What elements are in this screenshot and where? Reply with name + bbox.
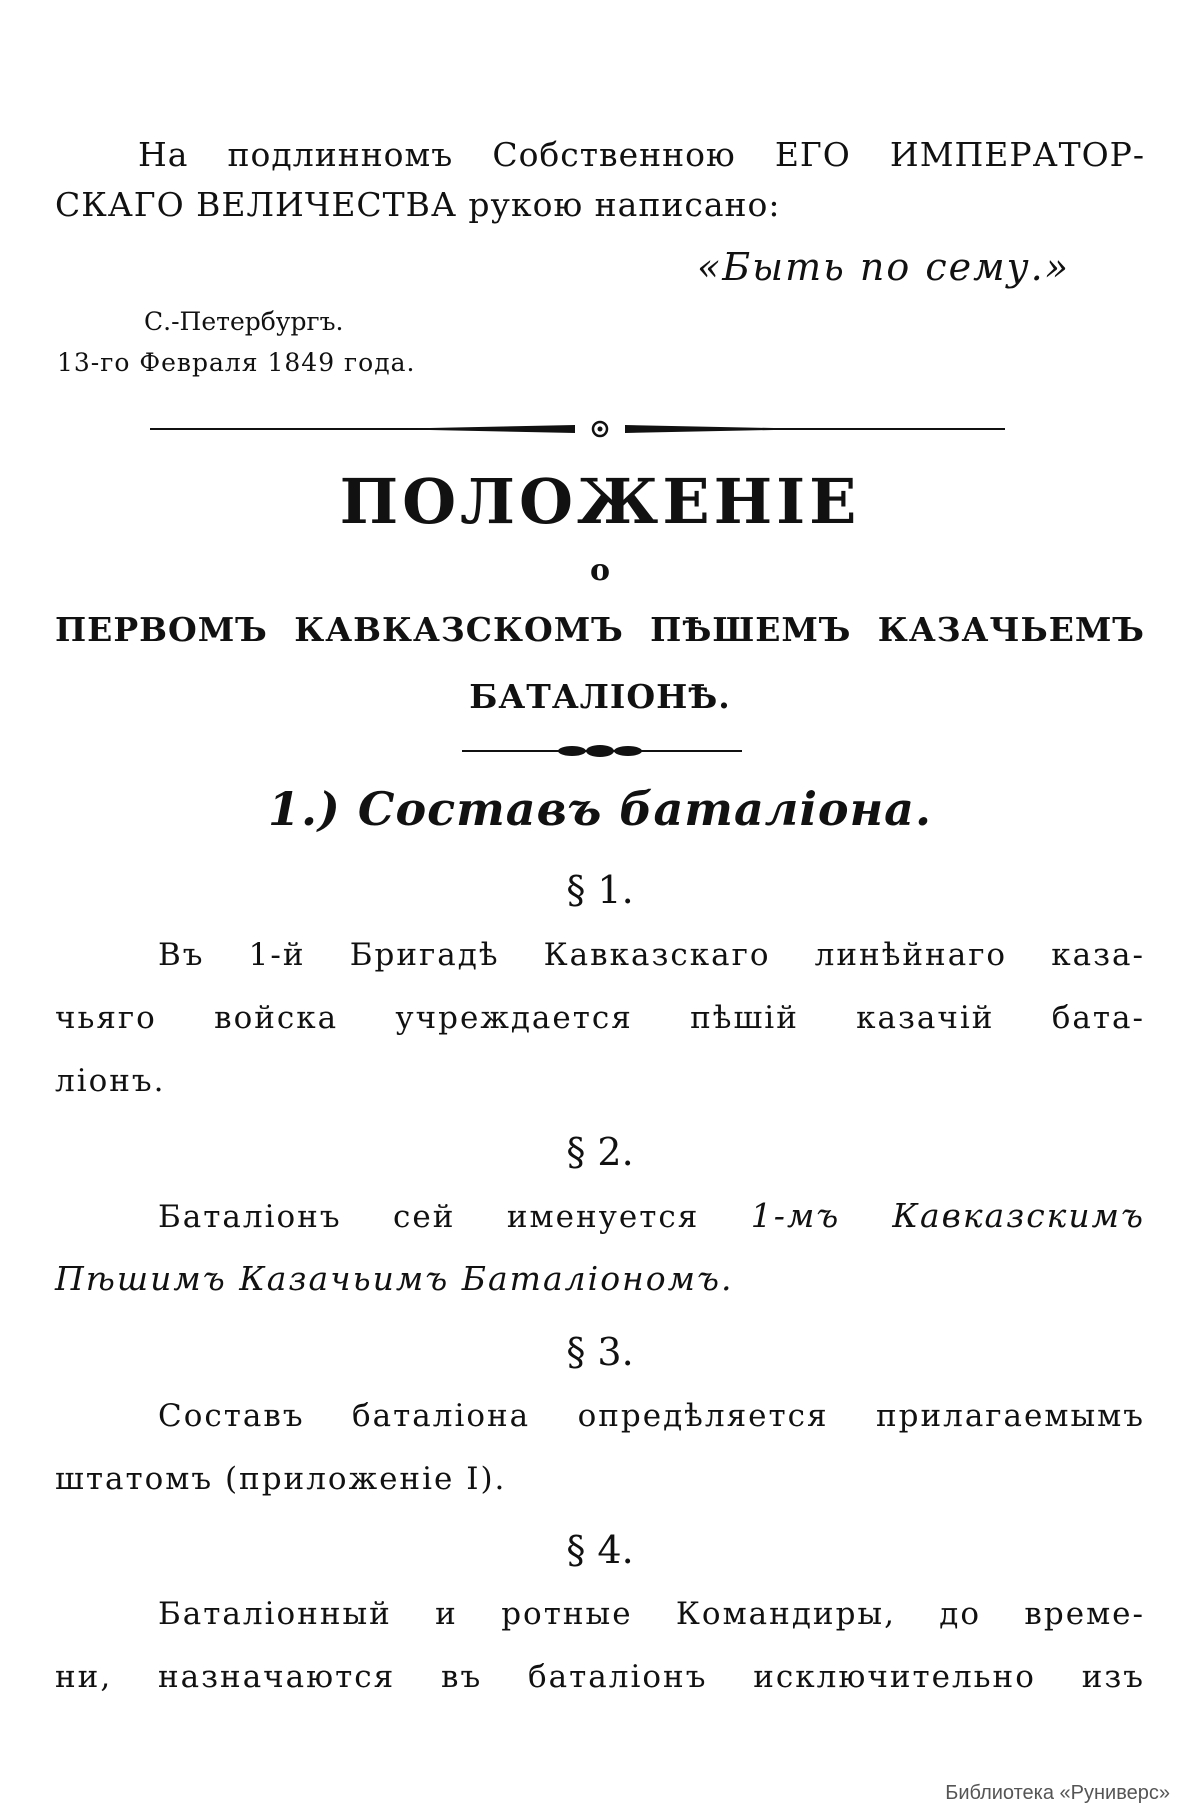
paragraph-1-line-1: Въ 1-й Бригадѣ Кавказскаго линѣйнаго каза-	[158, 937, 1145, 973]
paragraph-4-line-2: ни, назначаются въ баталіонъ исключительно изъ	[55, 1659, 1145, 1695]
place-of-signing: С.-Петербургъ.	[144, 307, 344, 336]
paragraph-3-line-2: штатомъ (приложеніе I).	[55, 1461, 507, 1497]
library-watermark: Библиотека «Руниверс»	[945, 1782, 1170, 1804]
paragraph-mark-2: § 2.	[566, 1130, 634, 1174]
date-of-signing: 13-го Февраля 1849 года.	[57, 348, 416, 377]
section-heading: 1.) Составъ баталіона.	[268, 782, 932, 836]
title-preposition: о	[589, 553, 610, 588]
subtitle-line-2: БАТАЛІОНѢ.	[469, 677, 731, 716]
paragraph-2-line-1	[55, 1196, 1145, 1237]
paragraph-3-line-1: Составъ баталіона опредѣляется прилагаемымъ	[158, 1398, 1145, 1434]
header-line-2: СКАГО ВЕЛИЧЕСТВА рукою написано:	[55, 185, 781, 224]
paragraph-4-line-1: Баталіонный и ротные Командиры, до време-	[158, 1596, 1145, 1632]
paragraph-1-line-2: чьяго войска учреждается пѣшій казачій бата-	[55, 1000, 1145, 1036]
document-title: ПОЛОЖЕНІЕ	[339, 465, 861, 538]
ornamental-rule-top	[0, 418, 1200, 440]
paragraph-2-line-1-text: Баталіонъ сей именуется	[158, 1199, 700, 1235]
paragraph-mark-1: § 1.	[566, 868, 634, 912]
subtitle-line-1: ПЕРВОМЪ КАВКАЗСКОМЪ ПѢШЕМЪ КАЗАЧЬЕМЪ	[55, 610, 1145, 649]
imperial-motto: «Быть по сему.»	[696, 245, 1070, 289]
paragraph-1-line-3: ліонъ.	[55, 1063, 166, 1099]
battalion-name-part-1: 1-мъ Кавказскимъ	[750, 1196, 1146, 1235]
ornamental-rule-middle	[0, 742, 1200, 760]
battalion-name-part-2: Пѣшимъ Казачьимъ Баталіономъ.	[55, 1259, 734, 1298]
paragraph-mark-4: § 4.	[566, 1528, 634, 1572]
header-line-1: На подлинномъ Собственною ЕГО ИМПЕРАТОР-	[138, 135, 1145, 174]
paragraph-mark-3: § 3.	[566, 1330, 634, 1374]
